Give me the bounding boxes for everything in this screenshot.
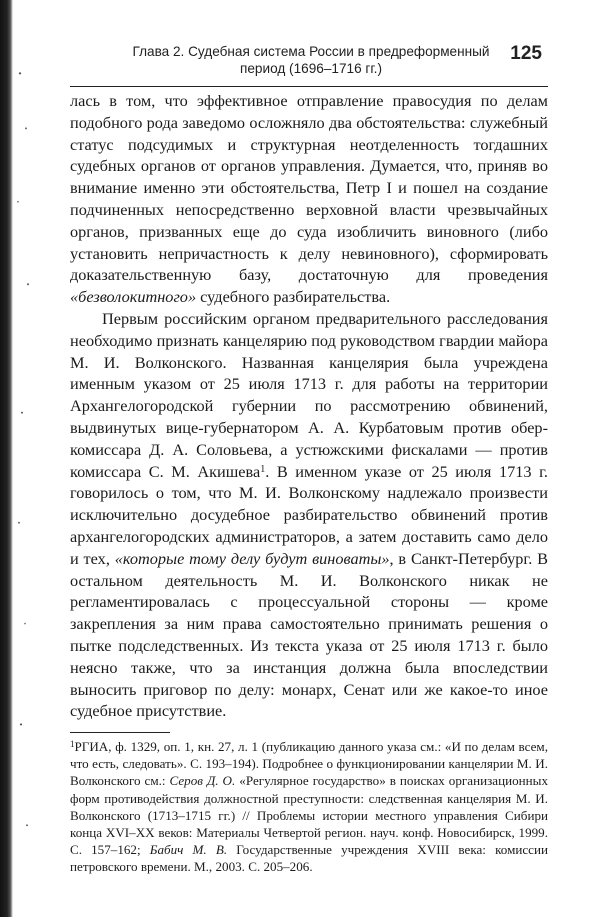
main-text bbox=[70, 90, 548, 722]
paragraph-2-text-a: Первым российским органом предварительного расследования необходимо признать канцелярию под руководством гвардии майора М. И. Волконского. Названная канцелярия была учреждена именным указом от 25 июля 1713 г. для работы на территории Архангелогородской губернии по рассмотрению обвинений, выдвинутых вице-губернатором А. А. Курбатовым против обер-комиссара Д. А. Соловьева, а устюжскими фискалами — против комиссара С. М. Акишева bbox=[70, 308, 548, 481]
chapter-title-line-1: Глава 2. Судебная система России в предреформенный bbox=[132, 44, 490, 59]
footnote-reference[interactable]: 1 bbox=[260, 463, 266, 475]
footnote-author-1: Серов Д. О. bbox=[169, 773, 236, 789]
chapter-title bbox=[120, 44, 502, 77]
paragraph-1-text-b: судебного разбирательства. bbox=[196, 287, 391, 307]
footnote-text-b: «Регулярное государство» в поисках организационных форм противодействия должностной преступности: следственная канцелярия М. И. Волконского (1713–1715 гг.) // Проблемы истории местного управления Сибири конца XVI–XX веков: Материалы Четвертой регион. науч. конф. Новосибирск, 1999. С. 157–162; bbox=[70, 773, 549, 858]
footnote-text-a: РГИА, ф. 1329, оп. 1, кн. 27, л. 1 (публикацию данного указа см.: «И по делам всем, что есть, следовать». С. 193–194). Подробнее о функционировании канцелярии М. И. Волконского см.: bbox=[70, 739, 548, 789]
book-spine-shadow bbox=[0, 0, 13, 917]
paragraph-2-quote: «которые тому делу будут виноваты» bbox=[114, 548, 390, 568]
paragraph-1-text-a: лась в том, что эффективное отправление правосудия по делам подобного рода заведомо осложняло два обстоятельства: служебный статус подсудимых и структурная неотделенность тогдашних судебных органов от органов управления. Думается, что, приняв во внимание именно эти обстоятельства, Петр I и пошел на создание подчиненных непосредственно верховной власти чрезвычайных органов, призванных еще до суда изобличить виновного (либо установить непричастность к делу невиновного), сформировать доказательственную базу, достаточную для проведения bbox=[70, 91, 548, 285]
paragraph-2 bbox=[70, 308, 548, 722]
footnote-author-2: Бабич М. В. bbox=[149, 842, 228, 858]
paragraph-2-text-b: . В именном указе от 25 июля 1713 г. говорилось о том, что М. И. Волконскому надлежало произвести исключительно досудебное разбирательство обвинений против архангелогородских администраторов, а затем доставить само дело и тех, bbox=[70, 461, 548, 568]
page-number: 125 bbox=[510, 43, 542, 64]
scan-specks bbox=[14, 0, 34, 917]
footnote-mark: 1 bbox=[70, 739, 75, 749]
paragraph-1-quote: «безволокитного» bbox=[70, 287, 197, 307]
running-header bbox=[70, 40, 548, 87]
chapter-title-line-2: период (1696–1716 гг.) bbox=[240, 60, 382, 76]
paragraph-1 bbox=[70, 90, 548, 308]
footnote-text-c: Государственные учреждения XVIII века: комиссии петровского времени. М., 2003. С. 205–206. bbox=[70, 842, 548, 875]
paragraph-2-text-c: , в Санкт-Петербург. В остальном деятельность М. И. Волконского никак не регламентировалась с процессуальной стороны — кроме закрепления за ним права самостоятельно принимать решения о пытке подследственных. Из текста указа от 25 июля 1713 г. было неясно также, что за инстанция должна была впоследствии выносить приговор по делу: монарх, Сенат или же какое-то иное судебное присутствие. bbox=[70, 548, 548, 721]
footnote bbox=[70, 738, 548, 876]
footnote-divider bbox=[70, 732, 170, 733]
